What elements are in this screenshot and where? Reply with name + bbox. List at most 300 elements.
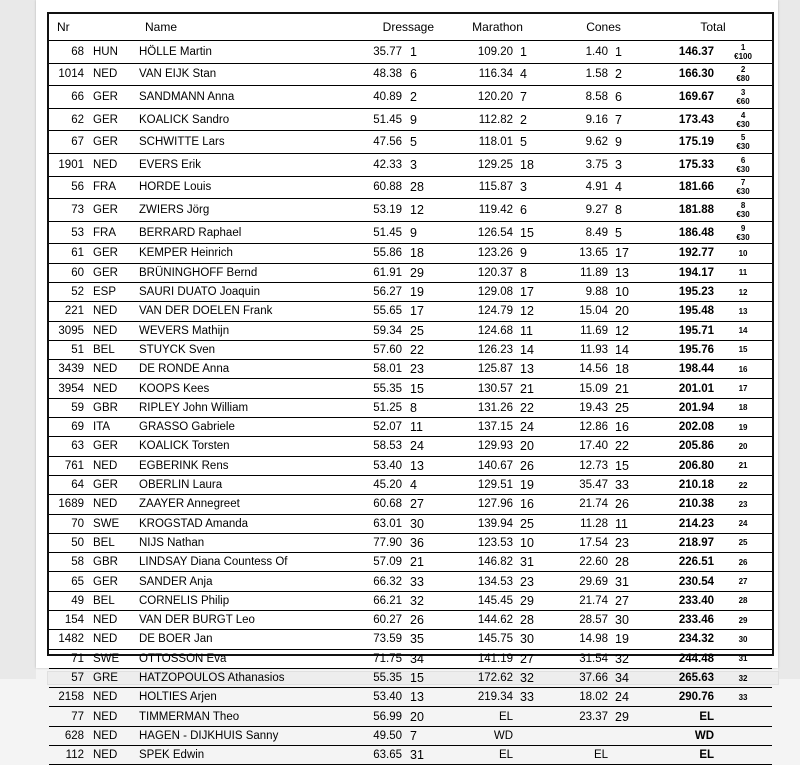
header-nr: Nr xyxy=(49,14,89,41)
cell-dressage: 63.65 xyxy=(352,746,402,765)
table-row xyxy=(49,553,772,572)
cell-cones-rank: 25 xyxy=(608,398,654,417)
cell-nr: 51 xyxy=(49,340,89,359)
cell-total: 169.67 xyxy=(654,86,714,109)
cell-place xyxy=(714,263,772,282)
cell-dressage: 51.25 xyxy=(352,398,402,417)
cell-marathon: 146.82 xyxy=(442,553,513,572)
place-number: 30 xyxy=(738,634,748,644)
cell-dressage: 56.27 xyxy=(352,282,402,301)
cell-marathon: 145.75 xyxy=(442,630,513,649)
cell-dressage: 53.19 xyxy=(352,199,402,222)
cell-place xyxy=(714,688,772,707)
viewer-right-margin xyxy=(778,0,800,679)
cell-nation: BEL xyxy=(89,340,137,359)
cell-total: 206.80 xyxy=(654,456,714,475)
cell-total: 173.43 xyxy=(654,108,714,131)
cell-marathon: 139.94 xyxy=(442,514,513,533)
cell-dressage-rank: 8 xyxy=(402,398,442,417)
cell-nr: 761 xyxy=(49,456,89,475)
cell-nr: 1901 xyxy=(49,153,89,176)
cell-marathon: 119.42 xyxy=(442,199,513,222)
cell-nation: FRA xyxy=(89,221,137,244)
cell-nation: NED xyxy=(89,688,137,707)
cell-total: 175.19 xyxy=(654,131,714,154)
table-row xyxy=(49,707,772,726)
cell-name: SCHWITTE Lars xyxy=(137,131,352,154)
table-row xyxy=(49,199,772,222)
cell-total: 244.48 xyxy=(654,649,714,668)
cell-place xyxy=(714,108,772,131)
table-row xyxy=(49,688,772,707)
cell-name: KOALICK Torsten xyxy=(137,437,352,456)
header-cones: Cones xyxy=(553,14,654,41)
cell-place xyxy=(714,41,772,64)
place-number: 11 xyxy=(738,268,748,278)
cell-nr: 52 xyxy=(49,282,89,301)
prize-money: €100 xyxy=(734,51,752,61)
cell-dressage: 58.01 xyxy=(352,360,402,379)
cell-nr: 221 xyxy=(49,302,89,321)
cell-total: 198.44 xyxy=(654,360,714,379)
cell-marathon-rank: 20 xyxy=(513,437,553,456)
cell-total: 201.94 xyxy=(654,398,714,417)
cell-marathon-rank: 2 xyxy=(513,108,553,131)
cell-marathon-rank: 8 xyxy=(513,263,553,282)
cell-total: EL xyxy=(654,746,714,765)
cell-dressage: 49.50 xyxy=(352,726,402,745)
place-number: 15 xyxy=(738,345,748,355)
cell-cones: 8.49 xyxy=(553,221,608,244)
cell-nr: 61 xyxy=(49,244,89,263)
cell-cones: 11.93 xyxy=(553,340,608,359)
cell-dressage: 35.77 xyxy=(352,41,402,64)
cell-cones: 19.43 xyxy=(553,398,608,417)
table-row xyxy=(49,668,772,687)
cell-dressage: 55.86 xyxy=(352,244,402,263)
cell-dressage-rank: 28 xyxy=(402,176,442,199)
cell-marathon-rank: 26 xyxy=(513,456,553,475)
cell-name: VAN EIJK Stan xyxy=(137,63,352,86)
cell-name: STUYCK Sven xyxy=(137,340,352,359)
cell-marathon-rank: 18 xyxy=(513,153,553,176)
cell-marathon-rank: 22 xyxy=(513,398,553,417)
cell-nation: NED xyxy=(89,360,137,379)
cell-marathon: 137.15 xyxy=(442,418,513,437)
cell-marathon: 126.54 xyxy=(442,221,513,244)
cell-marathon: 120.20 xyxy=(442,86,513,109)
cell-dressage: 59.34 xyxy=(352,321,402,340)
cell-marathon: 118.01 xyxy=(442,131,513,154)
cell-dressage: 55.35 xyxy=(352,379,402,398)
cell-place xyxy=(714,153,772,176)
cell-marathon-rank: 9 xyxy=(513,244,553,263)
cell-cones: 14.56 xyxy=(553,360,608,379)
cell-nation: NED xyxy=(89,456,137,475)
cell-nr: 67 xyxy=(49,131,89,154)
cell-name: WEVERS Mathijn xyxy=(137,321,352,340)
cell-nr: 58 xyxy=(49,553,89,572)
cell-nr: 70 xyxy=(49,514,89,533)
cell-dressage: 66.32 xyxy=(352,572,402,591)
cell-cones: 11.89 xyxy=(553,263,608,282)
cell-cones-rank: 14 xyxy=(608,340,654,359)
cell-name: KOALICK Sandro xyxy=(137,108,352,131)
cell-nation: BEL xyxy=(89,591,137,610)
table-row xyxy=(49,321,772,340)
cell-place xyxy=(714,572,772,591)
cell-cones: 17.54 xyxy=(553,533,608,552)
cell-name: SPEK Edwin xyxy=(137,746,352,765)
cell-cones-rank: 21 xyxy=(608,379,654,398)
cell-marathon-rank: 21 xyxy=(513,379,553,398)
place-number: 31 xyxy=(738,654,748,664)
cell-dressage-rank: 33 xyxy=(402,572,442,591)
cell-dressage: 57.60 xyxy=(352,340,402,359)
cell-name: HORDE Louis xyxy=(137,176,352,199)
cell-marathon-rank: 6 xyxy=(513,199,553,222)
cell-marathon-rank: 32 xyxy=(513,668,553,687)
cell-place xyxy=(714,379,772,398)
cell-nr: 3954 xyxy=(49,379,89,398)
cell-name: DE RONDE Anna xyxy=(137,360,352,379)
viewer-left-margin xyxy=(0,0,36,679)
cell-total: EL xyxy=(654,707,714,726)
place-number: 17 xyxy=(738,384,748,394)
cell-cones-rank: 32 xyxy=(608,649,654,668)
table-row xyxy=(49,398,772,417)
cell-dressage-rank: 12 xyxy=(402,199,442,222)
cell-dressage-rank: 19 xyxy=(402,282,442,301)
cell-nation: BEL xyxy=(89,533,137,552)
cell-cones: 18.02 xyxy=(553,688,608,707)
cell-cones-rank: 5 xyxy=(608,221,654,244)
cell-total: 210.38 xyxy=(654,495,714,514)
cell-cones-rank: 34 xyxy=(608,668,654,687)
table-row xyxy=(49,244,772,263)
place-number: 1 xyxy=(740,42,746,52)
cell-total: 202.08 xyxy=(654,418,714,437)
cell-marathon: 120.37 xyxy=(442,263,513,282)
prize-money: €30 xyxy=(736,232,750,242)
cell-name: SANDMANN Anna xyxy=(137,86,352,109)
cell-nation: NED xyxy=(89,153,137,176)
cell-marathon: 109.20 xyxy=(442,41,513,64)
cell-dressage: 60.68 xyxy=(352,495,402,514)
cell-nation: GER xyxy=(89,263,137,282)
cell-nation: ESP xyxy=(89,282,137,301)
place-number: 29 xyxy=(738,615,748,625)
cell-dressage: 63.01 xyxy=(352,514,402,533)
cell-marathon: 127.96 xyxy=(442,495,513,514)
cell-place xyxy=(714,475,772,494)
cell-place xyxy=(714,610,772,629)
cell-name: NIJS Nathan xyxy=(137,533,352,552)
cell-nr: 1482 xyxy=(49,630,89,649)
cell-name: HÖLLE Martin xyxy=(137,41,352,64)
table-row xyxy=(49,456,772,475)
cell-cones-rank: 4 xyxy=(608,176,654,199)
cell-total: 233.40 xyxy=(654,591,714,610)
table-row xyxy=(49,475,772,494)
cell-dressage-rank: 32 xyxy=(402,591,442,610)
cell-cones-rank: 18 xyxy=(608,360,654,379)
cell-nation: NED xyxy=(89,630,137,649)
cell-dressage: 57.09 xyxy=(352,553,402,572)
cell-total: 195.23 xyxy=(654,282,714,301)
cell-nation: GBR xyxy=(89,398,137,417)
cell-name: SAURI DUATO Joaquin xyxy=(137,282,352,301)
cell-total: 192.77 xyxy=(654,244,714,263)
cell-marathon-rank xyxy=(513,726,553,745)
cell-nation: GER xyxy=(89,108,137,131)
cell-marathon-rank xyxy=(513,746,553,765)
place-number: 24 xyxy=(738,519,748,529)
cell-nr: 112 xyxy=(49,746,89,765)
cell-marathon: 141.19 xyxy=(442,649,513,668)
cell-place xyxy=(714,726,772,745)
cell-name: EGBERINK Rens xyxy=(137,456,352,475)
cell-name: KOOPS Kees xyxy=(137,379,352,398)
cell-cones-rank: 23 xyxy=(608,533,654,552)
place-number: 21 xyxy=(738,461,748,471)
cell-dressage-rank: 6 xyxy=(402,63,442,86)
cell-nr: 154 xyxy=(49,610,89,629)
results-table xyxy=(49,14,772,765)
cell-name: ZAAYER Annegreet xyxy=(137,495,352,514)
cell-dressage-rank: 31 xyxy=(402,746,442,765)
cell-cones: 12.73 xyxy=(553,456,608,475)
cell-marathon: WD xyxy=(442,726,513,745)
cell-marathon: 140.67 xyxy=(442,456,513,475)
cell-marathon: 172.62 xyxy=(442,668,513,687)
cell-place xyxy=(714,649,772,668)
place-number: 7 xyxy=(740,178,746,188)
cell-name: DE BOER Jan xyxy=(137,630,352,649)
place-number: 20 xyxy=(738,441,748,451)
prize-money: €30 xyxy=(736,209,750,219)
cell-nation: ITA xyxy=(89,418,137,437)
cell-cones xyxy=(553,726,608,745)
cell-marathon: EL xyxy=(442,707,513,726)
cell-marathon: 115.87 xyxy=(442,176,513,199)
cell-marathon-rank: 24 xyxy=(513,418,553,437)
cell-place xyxy=(714,707,772,726)
cell-nation: GBR xyxy=(89,553,137,572)
cell-dressage-rank: 24 xyxy=(402,437,442,456)
table-row xyxy=(49,63,772,86)
place-number: 23 xyxy=(738,499,748,509)
place-number: 26 xyxy=(738,557,748,567)
table-row xyxy=(49,495,772,514)
cell-marathon-rank xyxy=(513,707,553,726)
cell-dressage-rank: 5 xyxy=(402,131,442,154)
cell-cones-rank: 7 xyxy=(608,108,654,131)
cell-dressage-rank: 9 xyxy=(402,108,442,131)
cell-nation: NED xyxy=(89,746,137,765)
cell-total: 218.97 xyxy=(654,533,714,552)
cell-cones: 17.40 xyxy=(553,437,608,456)
cell-cones: 21.74 xyxy=(553,591,608,610)
table-row xyxy=(49,379,772,398)
cell-place xyxy=(714,553,772,572)
table-row xyxy=(49,726,772,745)
cell-nr: 1689 xyxy=(49,495,89,514)
cell-cones-rank: 11 xyxy=(608,514,654,533)
cell-nation: GER xyxy=(89,199,137,222)
cell-cones: 23.37 xyxy=(553,707,608,726)
cell-dressage-rank: 4 xyxy=(402,475,442,494)
cell-cones-rank: 26 xyxy=(608,495,654,514)
prize-money: €30 xyxy=(736,142,750,152)
cell-nr: 68 xyxy=(49,41,89,64)
cell-place xyxy=(714,282,772,301)
cell-marathon: 129.08 xyxy=(442,282,513,301)
cell-cones-rank: 2 xyxy=(608,63,654,86)
place-number: 27 xyxy=(738,577,748,587)
cell-cones: 1.40 xyxy=(553,41,608,64)
place-number: 9 xyxy=(740,223,746,233)
cell-nr: 3439 xyxy=(49,360,89,379)
cell-dressage-rank: 29 xyxy=(402,263,442,282)
place-number: 28 xyxy=(738,596,748,606)
table-row xyxy=(49,41,772,64)
cell-name: SANDER Anja xyxy=(137,572,352,591)
cell-dressage-rank: 7 xyxy=(402,726,442,745)
cell-dressage: 66.21 xyxy=(352,591,402,610)
table-row xyxy=(49,340,772,359)
cell-dressage: 47.56 xyxy=(352,131,402,154)
cell-cones: 3.75 xyxy=(553,153,608,176)
cell-nation: NED xyxy=(89,63,137,86)
cell-marathon: 125.87 xyxy=(442,360,513,379)
cell-dressage-rank: 2 xyxy=(402,86,442,109)
cell-marathon-rank: 28 xyxy=(513,610,553,629)
cell-cones: 8.58 xyxy=(553,86,608,109)
cell-dressage-rank: 30 xyxy=(402,514,442,533)
cell-marathon-rank: 13 xyxy=(513,360,553,379)
cell-cones: 21.74 xyxy=(553,495,608,514)
table-row xyxy=(49,131,772,154)
cell-dressage: 55.65 xyxy=(352,302,402,321)
cell-dressage: 60.27 xyxy=(352,610,402,629)
cell-place xyxy=(714,514,772,533)
prize-money: €60 xyxy=(736,96,750,106)
cell-dressage-rank: 13 xyxy=(402,688,442,707)
cell-nr: 69 xyxy=(49,418,89,437)
cell-marathon: 124.79 xyxy=(442,302,513,321)
cell-marathon: 129.93 xyxy=(442,437,513,456)
cell-cones-rank: 9 xyxy=(608,131,654,154)
cell-total: 234.32 xyxy=(654,630,714,649)
place-number: 32 xyxy=(738,673,748,683)
place-number: 16 xyxy=(738,364,748,374)
place-number: 6 xyxy=(740,155,746,165)
table-row xyxy=(49,591,772,610)
table-row xyxy=(49,263,772,282)
cell-dressage-rank: 36 xyxy=(402,533,442,552)
cell-dressage: 48.38 xyxy=(352,63,402,86)
cell-place xyxy=(714,456,772,475)
cell-dressage: 58.53 xyxy=(352,437,402,456)
table-row xyxy=(49,649,772,668)
cell-place xyxy=(714,244,772,263)
cell-dressage-rank: 35 xyxy=(402,630,442,649)
cell-name: ZWIERS Jörg xyxy=(137,199,352,222)
place-number: 18 xyxy=(738,403,748,413)
header-dressage: Dressage xyxy=(352,14,442,41)
cell-cones-rank: 8 xyxy=(608,199,654,222)
table-row xyxy=(49,153,772,176)
prize-money: €30 xyxy=(736,187,750,197)
cell-nr: 50 xyxy=(49,533,89,552)
cell-marathon-rank: 23 xyxy=(513,572,553,591)
place-number: 2 xyxy=(740,65,746,75)
cell-name: TIMMERMAN Theo xyxy=(137,707,352,726)
cell-cones-rank: 27 xyxy=(608,591,654,610)
cell-nr: 62 xyxy=(49,108,89,131)
cell-name: LINDSAY Diana Countess Of xyxy=(137,553,352,572)
cell-total: 265.63 xyxy=(654,668,714,687)
cell-nation: GER xyxy=(89,86,137,109)
cell-marathon: 112.82 xyxy=(442,108,513,131)
cell-nr: 60 xyxy=(49,263,89,282)
header-total: Total xyxy=(654,14,772,41)
cell-name: VAN DER BURGT Leo xyxy=(137,610,352,629)
cell-total: 175.33 xyxy=(654,153,714,176)
cell-marathon: 124.68 xyxy=(442,321,513,340)
cell-nr: 49 xyxy=(49,591,89,610)
cell-nation: GER xyxy=(89,244,137,263)
cell-cones-rank: 10 xyxy=(608,282,654,301)
cell-dressage-rank: 15 xyxy=(402,379,442,398)
table-row xyxy=(49,437,772,456)
cell-place xyxy=(714,437,772,456)
cell-cones: 14.98 xyxy=(553,630,608,649)
cell-dressage-rank: 23 xyxy=(402,360,442,379)
cell-nr: 628 xyxy=(49,726,89,745)
cell-cones: 35.47 xyxy=(553,475,608,494)
table-row xyxy=(49,514,772,533)
cell-cones: 28.57 xyxy=(553,610,608,629)
cell-nation: NED xyxy=(89,726,137,745)
cell-dressage-rank: 34 xyxy=(402,649,442,668)
cell-nation: GER xyxy=(89,131,137,154)
cell-total: 186.48 xyxy=(654,221,714,244)
cell-nation: GER xyxy=(89,572,137,591)
cell-total: 181.66 xyxy=(654,176,714,199)
cell-cones-rank xyxy=(608,726,654,745)
cell-place xyxy=(714,340,772,359)
cell-cones-rank: 31 xyxy=(608,572,654,591)
table-row xyxy=(49,282,772,301)
cell-cones: 9.16 xyxy=(553,108,608,131)
cell-nation: GER xyxy=(89,475,137,494)
cell-place xyxy=(714,668,772,687)
cell-nr: 2158 xyxy=(49,688,89,707)
cell-dressage: 53.40 xyxy=(352,688,402,707)
cell-marathon-rank: 1 xyxy=(513,41,553,64)
cell-name: BERRARD Raphael xyxy=(137,221,352,244)
cell-nr: 64 xyxy=(49,475,89,494)
table-row xyxy=(49,108,772,131)
cell-name: VAN DER DOELEN Frank xyxy=(137,302,352,321)
cell-place xyxy=(714,495,772,514)
cell-nation: NED xyxy=(89,495,137,514)
header-row xyxy=(49,14,772,41)
cell-dressage: 56.99 xyxy=(352,707,402,726)
cell-marathon: 129.51 xyxy=(442,475,513,494)
